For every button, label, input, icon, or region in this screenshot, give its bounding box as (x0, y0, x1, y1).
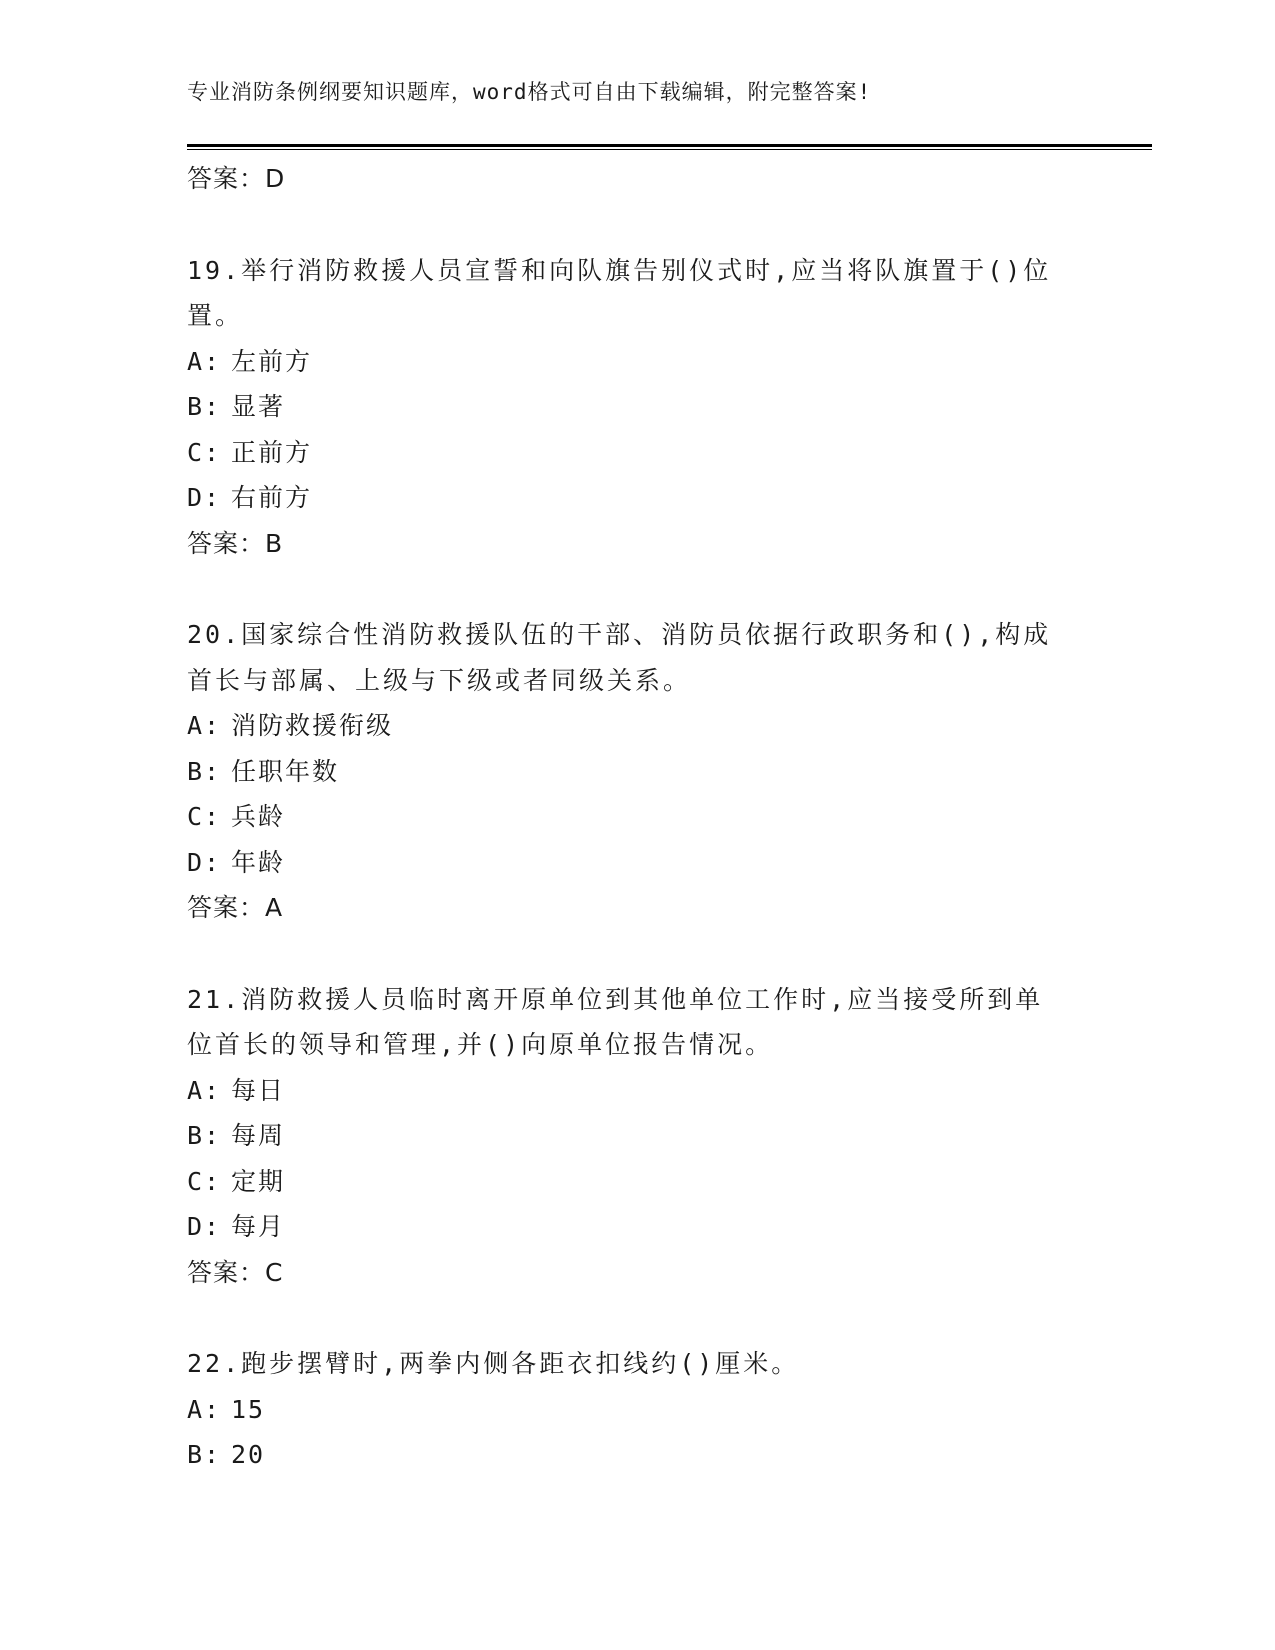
option-c (187, 430, 1057, 476)
option-letter: C: (187, 437, 222, 467)
question-block (187, 612, 1057, 931)
option-letter: A: (187, 711, 222, 740)
option-d (187, 1204, 1057, 1250)
question-block (187, 248, 1057, 567)
header-divider (187, 144, 1152, 147)
option-text: 正前方 (231, 437, 313, 467)
option-letter: D: (187, 847, 222, 877)
answer-line: 答案：D (187, 164, 286, 193)
option-text: 兵龄 (231, 802, 286, 831)
question-text: 22.跑步摆臂时,两拳内侧各距衣扣线约()厘米。 (187, 1349, 800, 1378)
option-text: 左前方 (231, 346, 313, 376)
option-letter: D: (187, 1212, 222, 1241)
option-text: 显著 (231, 392, 286, 421)
option-text: 每日 (231, 1075, 286, 1105)
option-b (187, 1113, 1057, 1159)
option-text: 右前方 (231, 483, 313, 512)
option-b (187, 384, 1057, 430)
question-block (187, 1341, 1057, 1478)
option-b (187, 1432, 1057, 1478)
option-letter: D: (187, 483, 222, 512)
spacer (187, 1295, 1057, 1341)
answer-line: 答案：C (187, 1257, 284, 1287)
option-letter: C: (187, 1166, 222, 1196)
option-letter: B: (187, 1121, 222, 1150)
option-letter: C: (187, 802, 222, 831)
spacer (187, 202, 1057, 248)
option-text: 每周 (231, 1121, 286, 1150)
option-c (187, 1159, 1057, 1205)
option-text: 年龄 (231, 847, 286, 877)
option-a (187, 1387, 1057, 1433)
question-list (187, 156, 1057, 1478)
option-text: 任职年数 (231, 756, 340, 786)
option-d (187, 475, 1057, 521)
answer-line: 答案：A (187, 893, 284, 922)
question-text: 20.国家综合性消防救援队伍的干部、消防员依据行政职务和(),构成首长与部属、上级与下级或者同级关系。 (187, 620, 1052, 695)
option-c (187, 794, 1057, 840)
option-text: 消防救援衔级 (231, 711, 394, 740)
question-text: 19.举行消防救援人员宣誓和向队旗告别仪式时,应当将队旗置于()位置。 (187, 255, 1052, 330)
option-a (187, 339, 1057, 385)
option-text: 每月 (231, 1212, 286, 1241)
option-d (187, 840, 1057, 886)
option-text: 定期 (231, 1166, 286, 1196)
question-block (187, 977, 1057, 1296)
question-text: 21.消防救援人员临时离开原单位到其他单位工作时,应当接受所到单位首长的领导和管理,并()向原单位报告情况。 (187, 984, 1044, 1059)
option-letter: B: (187, 392, 222, 421)
spacer (187, 566, 1057, 612)
option-a (187, 1068, 1057, 1114)
option-letter: B: (187, 756, 222, 786)
option-b (187, 749, 1057, 795)
option-text: 20 (231, 1440, 266, 1469)
option-letter: A: (187, 346, 222, 376)
option-letter: B: (187, 1440, 222, 1469)
answer-line: 答案：B (187, 528, 284, 558)
page-header: 专业消防条例纲要知识题库，word格式可自由下载编辑，附完整答案! (187, 80, 872, 104)
option-text: 15 (231, 1394, 266, 1424)
option-letter: A: (187, 1394, 222, 1424)
spacer (187, 931, 1057, 977)
option-a (187, 703, 1057, 749)
option-letter: A: (187, 1075, 222, 1105)
